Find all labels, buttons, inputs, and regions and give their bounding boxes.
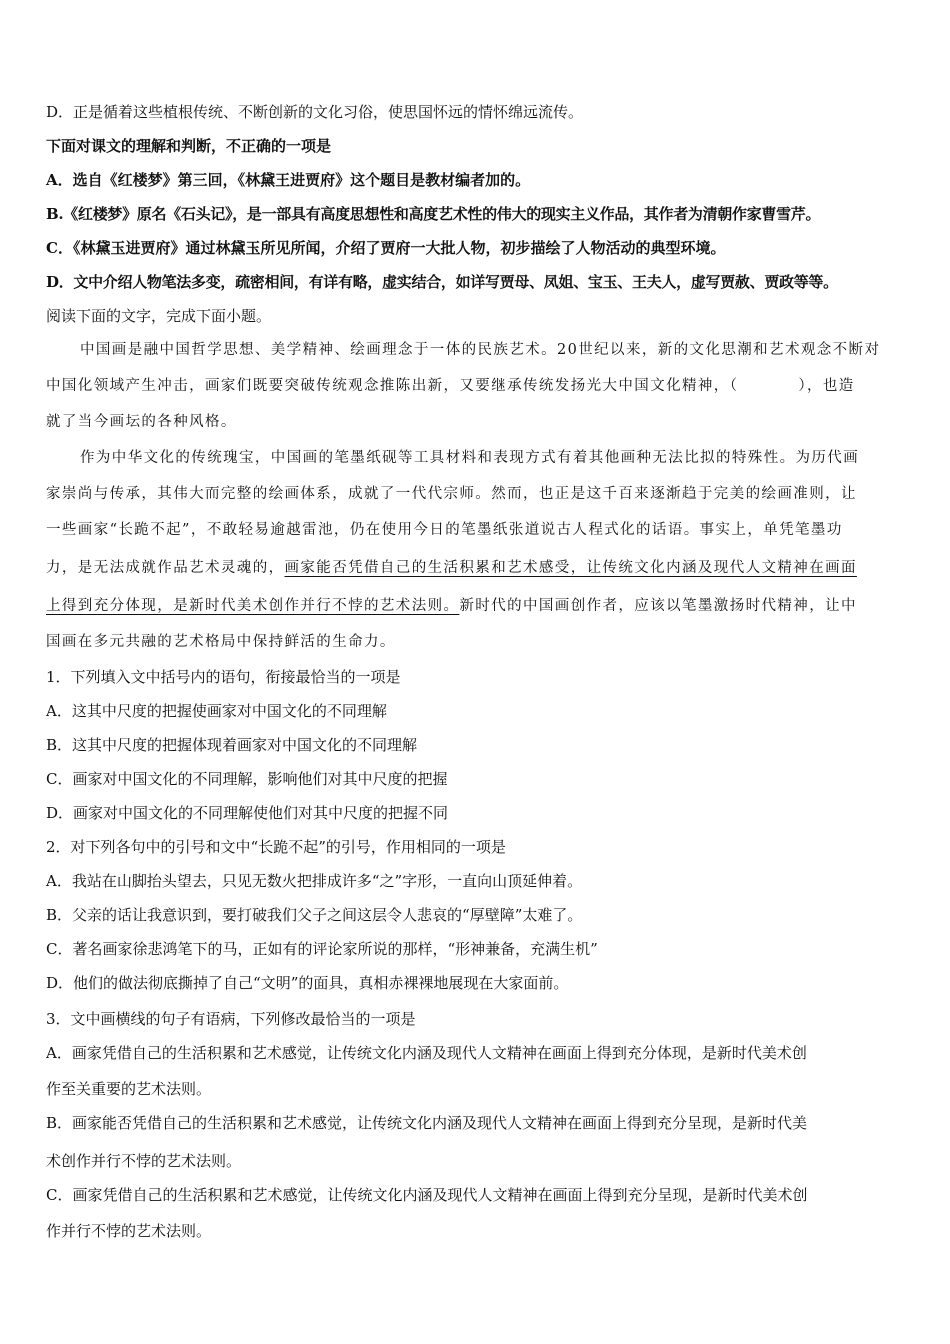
q2-stem: 2．对下列各句中的引号和文中“长跪不起”的引号，作用相同的一项是 xyxy=(46,838,506,856)
passage-text: 新时代的中国画创作者，应该以笔墨激扬时代精神，让中 xyxy=(459,598,857,614)
passage-line: 国画在多元共融的艺术格局中保持鲜活的生命力。 xyxy=(46,634,396,650)
q1-option-c: C．画家对中国文化的不同理解，影响他们对其中尺度的把握 xyxy=(46,770,448,788)
passage-line: 家崇尚与传承，其伟大而完整的绘画体系，成就了一代代宗师。然而，也正是这千百来逐渐趋于完美的绘画准则，让 xyxy=(46,486,857,502)
q1-option-d: D．画家对中国文化的不同理解使他们对其中尺度的把握不同 xyxy=(46,804,449,822)
underlined-sentence: 上得到充分体现，是新时代美术创作并行不悖的艺术法则。 xyxy=(46,598,460,614)
q1-stem: 1．下列填入文中括号内的语句，衔接最恰当的一项是 xyxy=(46,668,401,686)
question-stem: 下面对课文的理解和判断，不正确的一项是 xyxy=(46,137,332,155)
underlined-sentence: 画家能否凭借自己的生活积累和艺术感受，让传统文化内涵及现代人文精神在画面 xyxy=(284,560,857,576)
passage-text: 力，是无法成就作品艺术灵魂的， xyxy=(46,560,285,576)
passage-line: 一些画家“长跪不起”，不敢轻易逾越雷池，仍在使用今日的笔墨纸张道说古人程式化的话语。事实上，单凭笔墨功 xyxy=(46,522,843,538)
q3-option-c: C．画家凭借自己的生活积累和艺术感觉，让传统文化内涵及现代人文精神在画面上得到充分呈现，是新时代美术创 xyxy=(46,1186,808,1204)
q2-option-c: C．著名画家徐悲鸿笔下的马，正如有的评论家所说的那样，“形神兼备，充满生机” xyxy=(46,940,598,958)
q1-option-a: A．这其中尺度的把握使画家对中国文化的不同理解 xyxy=(46,702,387,720)
passage-text: 中国化领域产生冲击，画家们既要突破传统观念推陈出新，又要继承传统发扬光大中国文化精神，（ xyxy=(46,378,739,394)
passage-line: 中国画是融中国哲学思想、美学精神、绘画理念于一体的民族艺术。20世纪以来，新的文化思潮和艺术观念不断对 xyxy=(80,342,881,358)
question-option-c: C．《林黛玉进贾府》通过林黛玉所见所闻，介绍了贾府一大批人物，初步描绘了人物活动的典型环境。 xyxy=(46,239,726,257)
q2-option-d: D．他们的做法彻底撕掉了自己“文明”的面具，真相赤裸裸地展现在大家面前。 xyxy=(46,974,569,992)
q2-option-b: B．父亲的话让我意识到，要打破我们父子之间这层令人悲哀的“厚壁障”太难了。 xyxy=(46,906,583,924)
passage-line xyxy=(46,596,857,616)
q3-option-c-cont: 作并行不悖的艺术法则。 xyxy=(46,1222,212,1240)
q3-option-a-cont: 作至关重要的艺术法则。 xyxy=(46,1080,212,1098)
reading-instruction: 阅读下面的文字，完成下面小题。 xyxy=(46,307,272,325)
question-option-d: D．文中介绍人物笔法多变，疏密相间，有详有略，虚实结合，如详写贾母、凤姐、宝玉、王夫人，虚写贾赦、贾政等等。 xyxy=(46,273,838,291)
passage-line: 作为中华文化的传统瑰宝，中国画的笔墨纸砚等工具材料和表现方式有着其他画种无法比拟的特殊性。为历代画 xyxy=(80,450,860,466)
passage-line: 就了当今画坛的各种风格。 xyxy=(46,414,237,430)
passage-text: ），也造 xyxy=(798,378,855,394)
q1-option-b: B．这其中尺度的把握体现着画家对中国文化的不同理解 xyxy=(46,736,418,754)
question-option-a: A．选自《红楼梦》第三回，《林黛王进贾府》这个题目是教材编者加的。 xyxy=(46,171,531,189)
prev-question-option-d: D．正是循着这些植根传统、不断创新的文化习俗，使思国怀远的情怀绵远流传。 xyxy=(46,103,584,121)
q3-option-b-cont: 术创作并行不悖的艺术法则。 xyxy=(46,1152,242,1170)
question-option-b: B.《红楼梦》原名《石头记》，是一部具有高度思想性和高度艺术性的伟大的现实主义作品，其作者为清朝作家曹雪芹。 xyxy=(46,205,821,223)
q2-option-a: A．我站在山脚抬头望去，只见无数火把排成许多“之”字形，一直向山顶延伸着。 xyxy=(46,872,583,890)
q3-stem: 3．文中画横线的句子有语病，下列修改最恰当的一项是 xyxy=(46,1010,416,1028)
q3-option-a: A．画家凭借自己的生活积累和艺术感觉，让传统文化内涵及现代人文精神在画面上得到充分体现，是新时代美术创 xyxy=(46,1044,807,1062)
q3-option-b: B．画家能否凭借自己的生活积累和艺术感觉，让传统文化内涵及现代人文精神在画面上得到充分呈现，是新时代美 xyxy=(46,1114,808,1132)
passage-line xyxy=(46,558,857,578)
passage-line xyxy=(46,376,855,396)
